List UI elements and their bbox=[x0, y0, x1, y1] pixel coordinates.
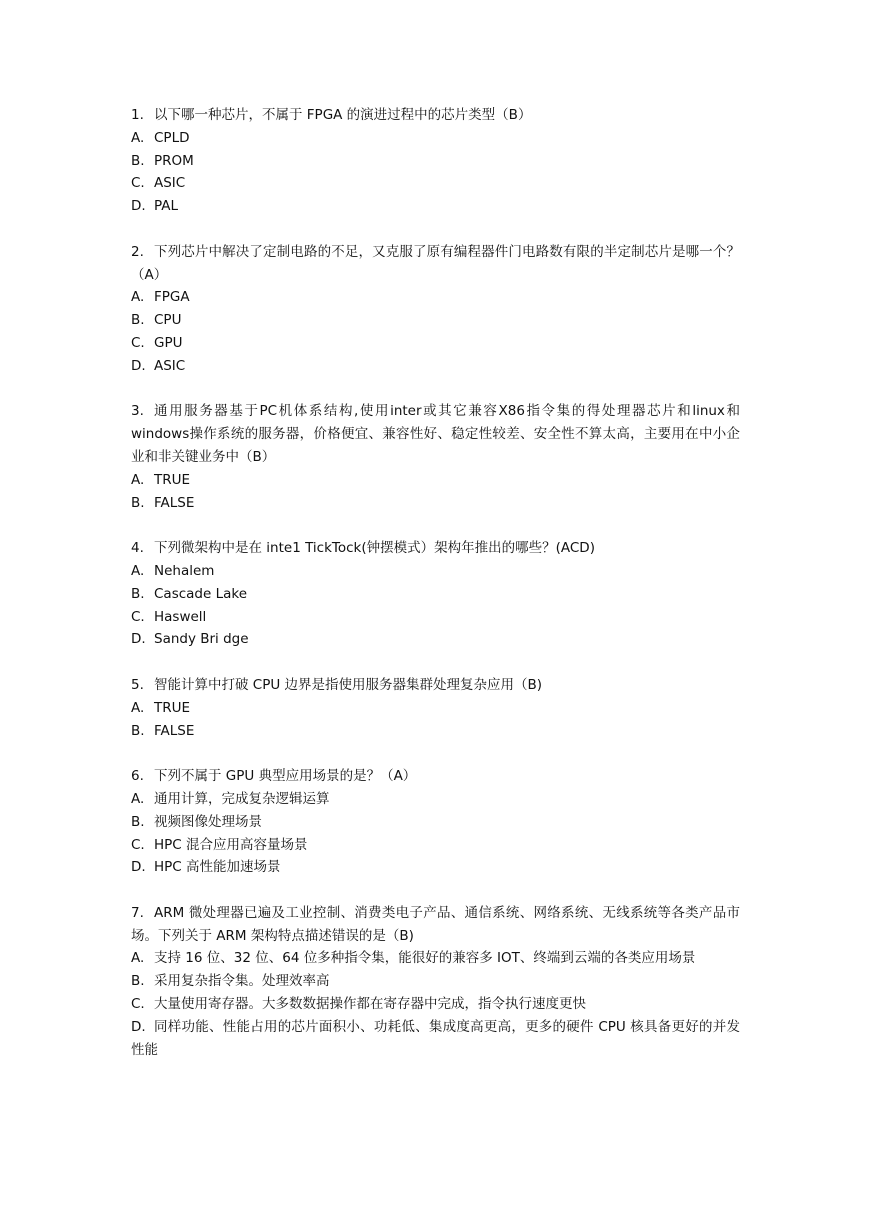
option-text: Sandy Bri dge bbox=[154, 631, 249, 648]
question-number: 1. bbox=[131, 107, 144, 123]
option-letter: B. bbox=[131, 722, 145, 739]
option-letter: C. bbox=[131, 334, 145, 351]
option-letter: D. bbox=[131, 631, 146, 648]
option-letter: C. bbox=[131, 175, 145, 192]
question-stem: 下列微架构中是在 inte1 TickTock(钟摆模式）架构年推出的哪些？(ACD) bbox=[154, 540, 595, 557]
question-4 bbox=[131, 537, 740, 651]
option-text: HPC 高性能加速场景 bbox=[154, 859, 281, 876]
option-b bbox=[131, 970, 740, 993]
option-a bbox=[131, 947, 740, 970]
option-d bbox=[131, 1016, 740, 1062]
question-stem-row bbox=[131, 765, 740, 788]
option-c bbox=[131, 172, 740, 195]
option-letter: A. bbox=[131, 790, 145, 807]
question-stem-row bbox=[131, 104, 740, 127]
option-text: 大量使用寄存器。大多数数据操作都在寄存器中完成，指令执行速度更快 bbox=[154, 996, 586, 1013]
option-text: CPLD bbox=[154, 129, 190, 146]
question-2 bbox=[131, 241, 740, 378]
question-stem: ARM 微处理器已遍及工业控制、消费类电子产品、通信系统、网络系统、无线系统等各类产品市场。下列关于 ARM 架构特点描述错误的是（B) bbox=[131, 904, 740, 944]
option-a bbox=[131, 286, 740, 309]
question-stem: 以下哪一种芯片，不属于 FPGA 的演进过程中的芯片类型（B） bbox=[154, 107, 532, 123]
option-text: ASIC bbox=[154, 357, 186, 374]
option-text: Haswell bbox=[154, 608, 207, 625]
question-stem-row bbox=[131, 902, 740, 948]
option-b bbox=[131, 720, 740, 743]
option-letter: A. bbox=[131, 289, 145, 306]
option-a bbox=[131, 788, 740, 811]
option-text: TRUE bbox=[154, 471, 191, 488]
question-number: 5. bbox=[131, 676, 144, 693]
question-3 bbox=[131, 400, 740, 514]
option-b bbox=[131, 309, 740, 332]
question-stem-row bbox=[131, 674, 740, 697]
option-b bbox=[131, 492, 740, 515]
question-1 bbox=[131, 104, 740, 218]
option-letter: B. bbox=[131, 312, 145, 329]
option-text: FALSE bbox=[154, 494, 195, 511]
option-letter: A. bbox=[131, 471, 145, 488]
option-letter: B. bbox=[131, 973, 145, 990]
option-b bbox=[131, 583, 740, 606]
question-stem: 智能计算中打破 CPU 边界是指使用服务器集群处理复杂应用（B) bbox=[154, 676, 543, 693]
option-text: HPC 混合应用高容量场景 bbox=[154, 836, 308, 853]
question-stem-row bbox=[131, 241, 740, 287]
option-text: Nehalem bbox=[154, 562, 215, 579]
option-text: GPU bbox=[154, 334, 183, 351]
option-c bbox=[131, 993, 740, 1016]
option-text: 支持 16 位、32 位、64 位多种指令集，能很好的兼容多 IOT、终端到云端的各类应用场景 bbox=[154, 950, 696, 967]
option-letter: D. bbox=[131, 198, 146, 215]
option-c bbox=[131, 332, 740, 355]
option-letter: C. bbox=[131, 996, 145, 1013]
option-text: 采用复杂指令集。处理效率高 bbox=[154, 973, 330, 990]
option-letter: B. bbox=[131, 152, 145, 169]
question-stem: 通用服务器基于PC机体系结构,使用inter或其它兼容X86指令集的得处理器芯片和linux和 windows操作系统的服务器，价格便宜、兼容性好、稳定性较差、安全性不算太高，主要用在中小企业和非关键业务中（B） bbox=[131, 403, 740, 465]
option-text: CPU bbox=[154, 312, 182, 329]
question-number: 6. bbox=[131, 768, 144, 785]
question-number: 2. bbox=[131, 243, 144, 260]
question-stem-row bbox=[131, 400, 740, 468]
option-b bbox=[131, 811, 740, 834]
question-5 bbox=[131, 674, 740, 742]
option-letter: D. bbox=[131, 1018, 146, 1035]
option-d bbox=[131, 628, 740, 651]
question-7 bbox=[131, 902, 740, 1062]
option-letter: D. bbox=[131, 357, 146, 374]
option-letter: A. bbox=[131, 562, 145, 579]
question-6 bbox=[131, 765, 740, 879]
option-text: 同样功能、性能占用的芯片面积小、功耗低、集成度高更高，更多的硬件 CPU 核具备更好的并发性能 bbox=[131, 1018, 740, 1058]
question-list bbox=[131, 104, 740, 1084]
option-letter: C. bbox=[131, 836, 145, 853]
option-d bbox=[131, 355, 740, 378]
option-text: 视频图像处理场景 bbox=[154, 813, 262, 830]
option-text: TRUE bbox=[154, 699, 191, 716]
option-letter: D. bbox=[131, 859, 146, 876]
question-number: 7. bbox=[131, 904, 144, 921]
option-letter: A. bbox=[131, 950, 145, 967]
option-letter: A. bbox=[131, 129, 145, 146]
option-d bbox=[131, 856, 740, 879]
option-text: PAL bbox=[154, 198, 179, 215]
option-c bbox=[131, 606, 740, 629]
option-a bbox=[131, 697, 740, 720]
question-stem-row bbox=[131, 537, 740, 560]
question-number: 3. bbox=[131, 403, 144, 420]
option-a bbox=[131, 469, 740, 492]
question-stem: 下列芯片中解决了定制电路的不足，又克服了原有编程器件门电路数有限的半定制芯片是哪一个？（A） bbox=[131, 243, 740, 283]
option-a bbox=[131, 560, 740, 583]
option-letter: B. bbox=[131, 585, 145, 602]
question-number: 4. bbox=[131, 540, 144, 557]
option-c bbox=[131, 834, 740, 857]
option-d bbox=[131, 195, 740, 218]
option-letter: A. bbox=[131, 699, 145, 716]
option-a bbox=[131, 127, 740, 150]
option-b bbox=[131, 150, 740, 173]
option-letter: C. bbox=[131, 608, 145, 625]
option-letter: B. bbox=[131, 813, 145, 830]
option-text: FALSE bbox=[154, 722, 195, 739]
option-text: Cascade Lake bbox=[154, 585, 248, 602]
question-stem: 下列不属于 GPU 典型应用场景的是？（A） bbox=[154, 768, 417, 785]
option-text: 通用计算，完成复杂逻辑运算 bbox=[154, 790, 330, 807]
option-text: ASIC bbox=[154, 175, 186, 192]
option-text: FPGA bbox=[154, 289, 190, 306]
option-text: PROM bbox=[154, 152, 194, 169]
option-letter: B. bbox=[131, 494, 145, 511]
